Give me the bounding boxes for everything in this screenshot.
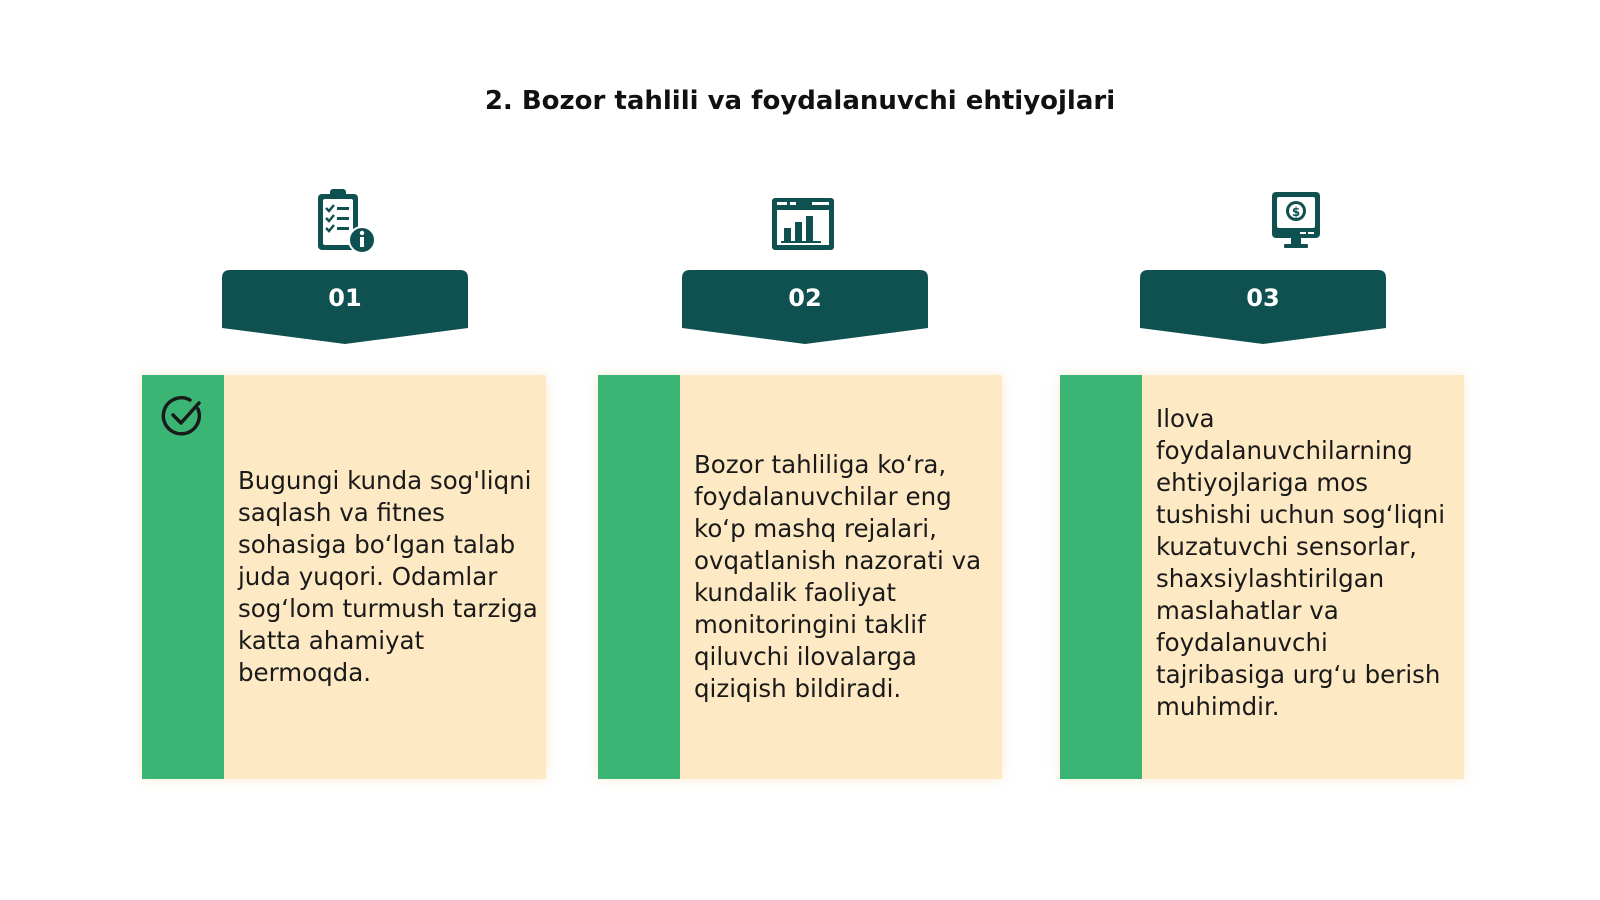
accent-bar [1060, 375, 1142, 779]
info-card-02 [598, 375, 1002, 779]
page-title: 2. Bozor tahlili va foydalanuvchi ehtiyojlari [484, 86, 1116, 116]
money-monitor-icon [1260, 186, 1330, 256]
step-number: 02 [788, 284, 822, 312]
step-number: 03 [1246, 284, 1280, 312]
info-card-01 [142, 375, 546, 779]
analytics-dashboard-icon [768, 186, 838, 256]
step-badge-03 [1140, 270, 1386, 348]
accent-bar [598, 375, 680, 779]
column-03 [1060, 0, 1470, 900]
card-text: Bozor tahliliga ko‘ra, foydalanuvchilar eng ko‘p mashq rejalari, ovqatlanish nazorati va kundalik faoliyat monitoringini taklif qiluvchi ilovalarga qiziqish bildiradi. [694, 450, 982, 703]
info-card-03 [1060, 375, 1464, 779]
step-badge-01 [222, 270, 468, 348]
check-circle-icon [160, 393, 206, 439]
column-02 [598, 0, 1008, 900]
card-text: Ilova foydalanuvchilarning ehtiyojlariga mos tushishi uchun sog‘liqni kuzatuvchi sensorlar, shaxsiylashtirilgan maslahatlar va foydalanuvchi tajribasiga urg‘u berish muhimdir. [1156, 404, 1446, 721]
svg-text:$: $ [1291, 205, 1301, 219]
step-number: 01 [328, 284, 362, 312]
column-01 [142, 0, 552, 900]
step-badge-02 [682, 270, 928, 348]
card-text: Bugungi kunda sog'liqni saqlash va fitnes sohasiga bo‘lgan talab juda yuqori. Odamlar sog‘lom turmush tarziga katta ahamiyat bermoqda. [238, 466, 538, 687]
clipboard-checklist-info-icon [310, 186, 380, 256]
